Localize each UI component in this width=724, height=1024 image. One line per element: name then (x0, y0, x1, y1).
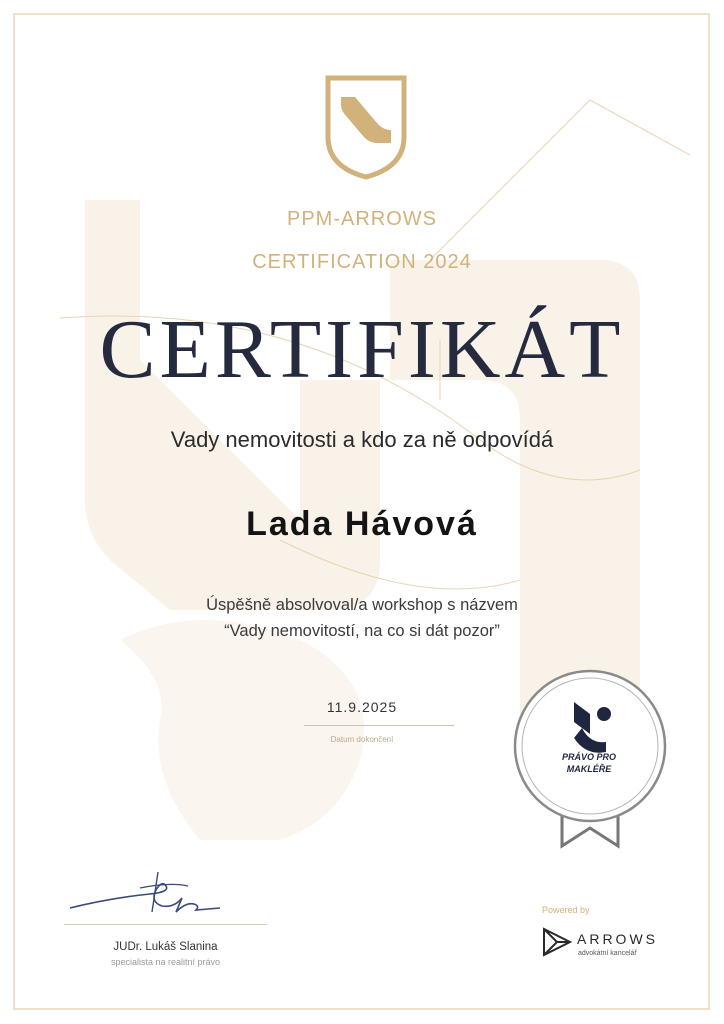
signature-line (64, 924, 267, 925)
certificate-title: CERTIFIKÁT (99, 303, 625, 396)
date-caption: Datum dokončení (330, 735, 394, 744)
completion-date: 11.9.2025 (326, 699, 398, 715)
handwritten-signature (70, 868, 240, 926)
badge-label-2: MAKLÉŘE (566, 764, 612, 774)
header-line-1: PPM-ARROWS (287, 208, 437, 230)
completion-line-1: Úspěšně absolvoval/a workshop s názvem (206, 596, 518, 614)
date-divider (304, 725, 454, 726)
recipient-name: Lada Hávová (246, 505, 478, 543)
arrows-subtitle: advokátní kancelář (578, 950, 637, 957)
signer-name: JUDr. Lukáš Slanina (113, 941, 218, 953)
arrows-brand: ARROWS (577, 931, 658, 947)
arrows-logo-icon (541, 926, 573, 958)
badge-label-1: PRÁVO PRO (561, 752, 616, 762)
gold-shield-logo-icon (325, 75, 407, 180)
course-title: Vady nemovitosti a kdo za ně odpovídá (170, 427, 554, 452)
header-line-2: CERTIFICATION 2024 (252, 251, 472, 273)
powered-by-label: Powered by (542, 905, 590, 915)
completion-line-2: “Vady nemovitostí, na co si dát pozor” (224, 622, 500, 640)
signer-title: specialista na realitní právo (110, 957, 221, 967)
